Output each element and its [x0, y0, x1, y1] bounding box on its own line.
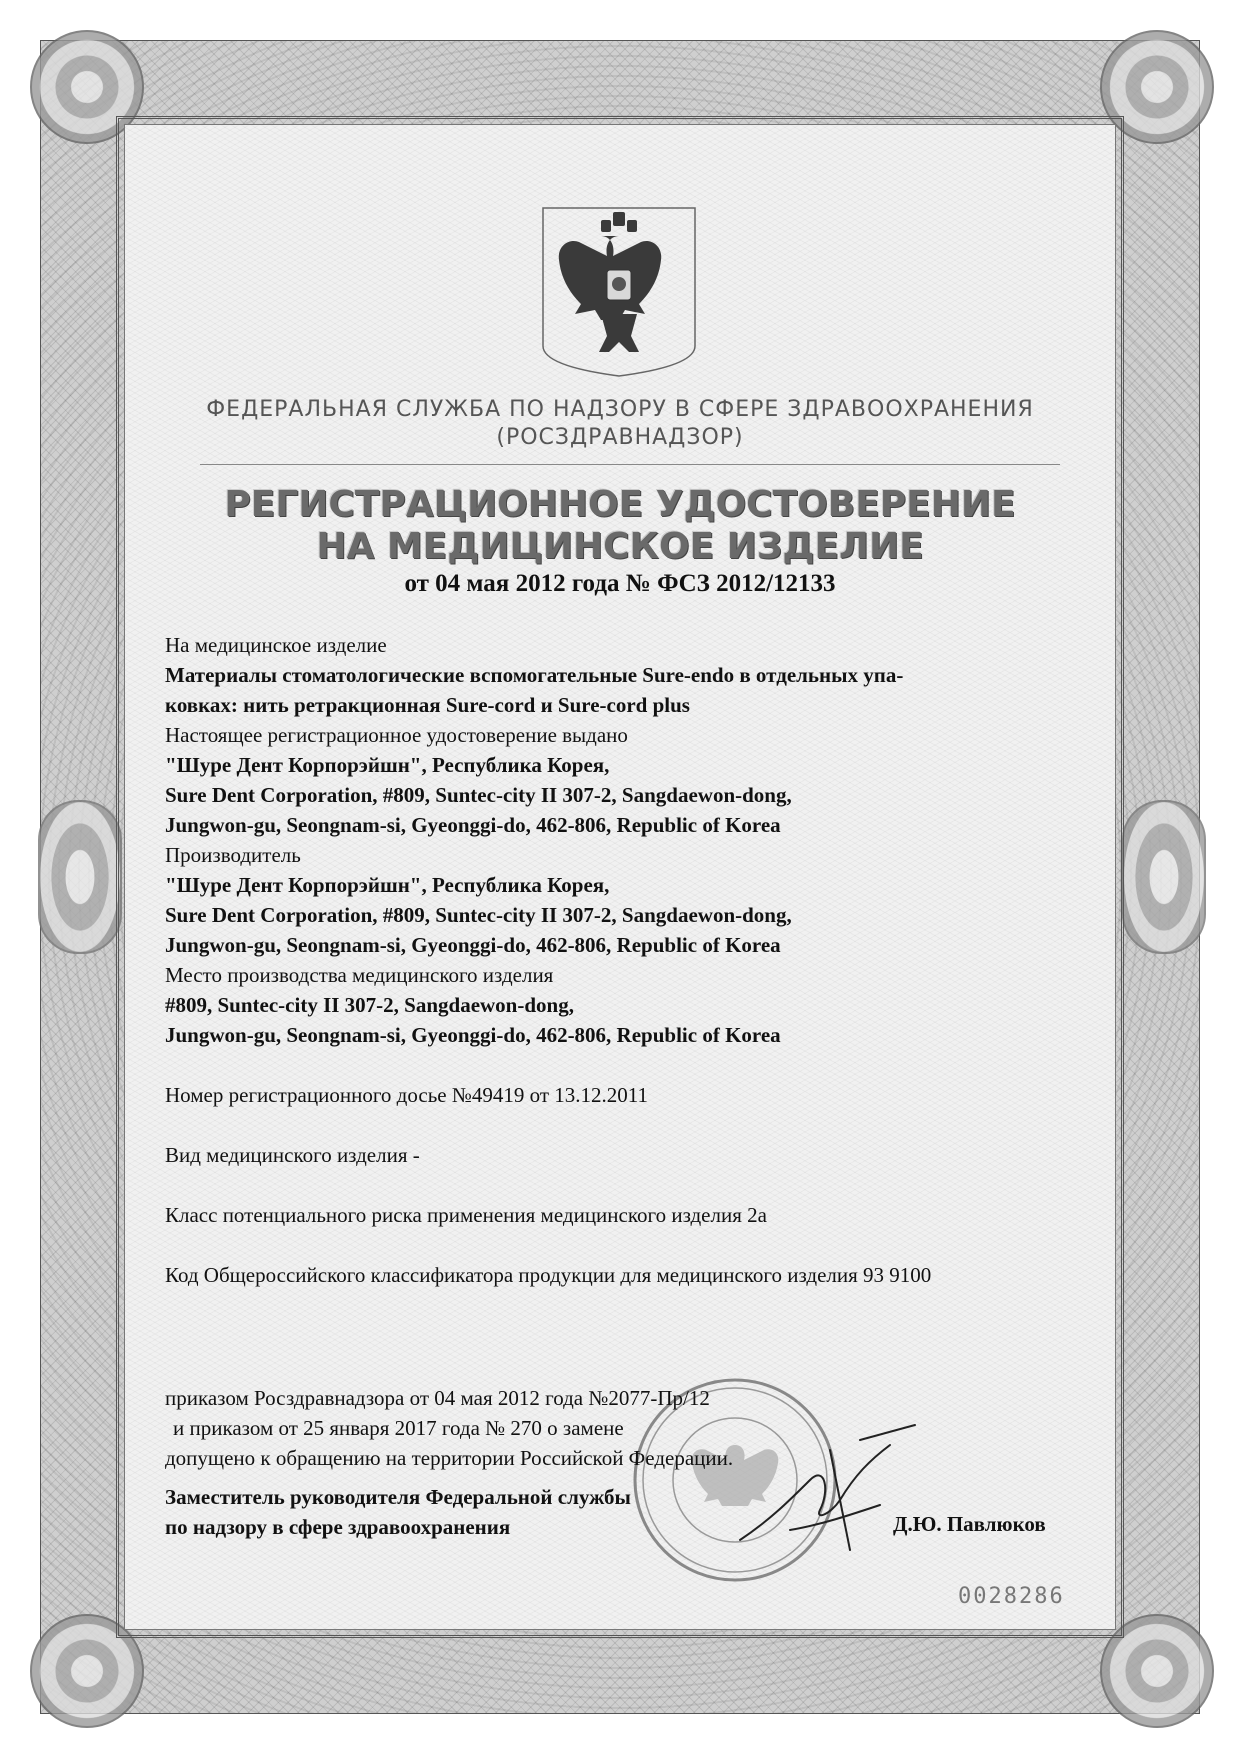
- production-line1: #809, Suntec-city II 307-2, Sangdaewon-dong,: [165, 993, 574, 1017]
- device-name-line2: ковках: нить ретракционная Sure-cord и Sure-cord plus: [165, 693, 690, 717]
- agency-name-line2: (РОСЗДРАВНАДЗОР): [496, 425, 744, 450]
- coat-of-arms-emblem: [541, 206, 697, 378]
- issued-line1: "Шуре Дент Корпорэйшн", Республика Корея,: [165, 753, 610, 777]
- side-ornament-left: [38, 800, 122, 954]
- signatory-title-line1: Заместитель руководителя Федеральной службы: [165, 1485, 631, 1509]
- okp-code: Код Общероссийского классификатора продукции для медицинского изделия 93 9100: [165, 1263, 932, 1287]
- order-line3: допущено к обращению на территории Российской Федерации.: [165, 1446, 734, 1470]
- agency-name: [140, 396, 1100, 452]
- manufacturer-line3: Jungwon-gu, Seongnam-si, Gyeonggi-do, 462-806, Republic of Korea: [165, 933, 781, 957]
- serial-number: 0028286: [958, 1584, 1065, 1609]
- header-separator: [200, 464, 1060, 465]
- manufacturer-line2: Sure Dent Corporation, #809, Suntec-city II 307-2, Sangdaewon-dong,: [165, 903, 792, 927]
- production-label: Место производства медицинского изделия: [165, 963, 554, 987]
- title-line1: РЕГИСТРАЦИОННОЕ УДОСТОВЕРЕНИЕ: [224, 484, 1016, 525]
- certificate-body: [165, 630, 1085, 1290]
- handwritten-signature: [730, 1420, 930, 1560]
- production-line2: Jungwon-gu, Seongnam-si, Gyeonggi-do, 462-806, Republic of Korea: [165, 1023, 781, 1047]
- issued-label: Настоящее регистрационное удостоверение выдано: [165, 723, 628, 747]
- registration-number: от 04 мая 2012 года № ФСЗ 2012/12133: [404, 570, 836, 597]
- device-label: На медицинское изделие: [165, 633, 387, 657]
- signatory-title: [165, 1482, 631, 1542]
- title-line2: НА МЕДИЦИНСКОЕ ИЗДЕЛИЕ: [316, 526, 924, 567]
- manufacturer-label: Производитель: [165, 843, 301, 867]
- side-ornament-right: [1122, 800, 1206, 954]
- risk-class: Класс потенциального риска применения медицинского изделия 2а: [165, 1203, 767, 1227]
- issued-line2: Sure Dent Corporation, #809, Suntec-city II 307-2, Sangdaewon-dong,: [165, 783, 792, 807]
- order-line1: приказом Росздравнадзора от 04 мая 2012 года №2077-Пр/12: [165, 1386, 710, 1410]
- device-type: Вид медицинского изделия -: [165, 1143, 420, 1167]
- dossier-number: Номер регистрационного досье №49419 от 13.12.2011: [165, 1083, 648, 1107]
- issued-line3: Jungwon-gu, Seongnam-si, Gyeonggi-do, 462-806, Republic of Korea: [165, 813, 781, 837]
- signatory-title-line2: по надзору в сфере здравоохранения: [165, 1515, 511, 1539]
- order-line2: и приказом от 25 января 2017 года № 270 о замене: [173, 1416, 624, 1440]
- signatory-name: Д.Ю. Павлюков: [893, 1512, 1046, 1536]
- manufacturer-line1: "Шуре Дент Корпорэйшн", Республика Корея,: [165, 873, 610, 897]
- device-name-line1: Материалы стоматологические вспомогательные Sure-endo в отдельных упа-: [165, 663, 904, 687]
- document-title: [140, 484, 1100, 568]
- agency-name-line1: ФЕДЕРАЛЬНАЯ СЛУЖБА ПО НАДЗОРУ В СФЕРЕ ЗДРАВООХРАНЕНИЯ: [206, 397, 1034, 422]
